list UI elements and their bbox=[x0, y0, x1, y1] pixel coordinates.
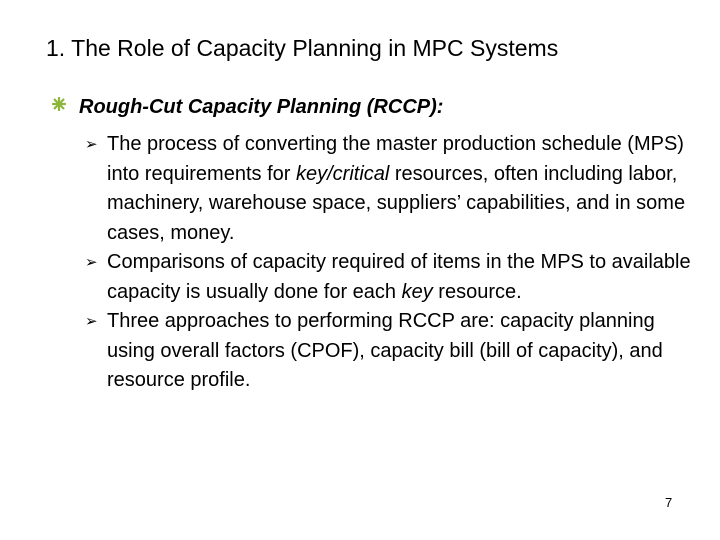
sub-bullet-item bbox=[85, 130, 695, 248]
arrow-bullet-icon: ➢ bbox=[85, 254, 98, 271]
sub-bullet-text: Three approaches to performing RCCP are: capacity planning using overall factors (CPOF), capacity bill (bill of capacity), and resource profile. bbox=[107, 310, 663, 391]
sub-bullet-item bbox=[85, 307, 695, 396]
sub-bullet-text: Comparisons of capacity required of items in the MPS to available capacity is usually done for each bbox=[107, 251, 691, 303]
sub-bullet-text: The process of converting the master production schedule (MPS) into requirements for bbox=[107, 133, 684, 185]
sub-bullet-emphasis: key/critical bbox=[295, 162, 390, 185]
main-bullet bbox=[52, 95, 692, 119]
sub-bullet-text: resources, often including labor, machinery, warehouse space, suppliers’ capabilities, and in some cases, money. bbox=[107, 162, 686, 244]
bullet-marker-icon bbox=[52, 97, 66, 111]
sub-bullet-item bbox=[85, 248, 695, 307]
sub-bullet-text: resource. bbox=[432, 280, 522, 303]
sub-bullet-list bbox=[85, 130, 695, 396]
arrow-bullet-icon: ➢ bbox=[85, 313, 98, 330]
slide-title: 1. The Role of Capacity Planning in MPC Systems bbox=[46, 35, 559, 61]
sub-bullet-emphasis: key bbox=[401, 280, 433, 303]
bullet-heading: Rough-Cut Capacity Planning (RCCP): bbox=[79, 96, 444, 118]
arrow-bullet-icon: ➢ bbox=[85, 136, 98, 153]
page-number: 7 bbox=[665, 495, 673, 510]
